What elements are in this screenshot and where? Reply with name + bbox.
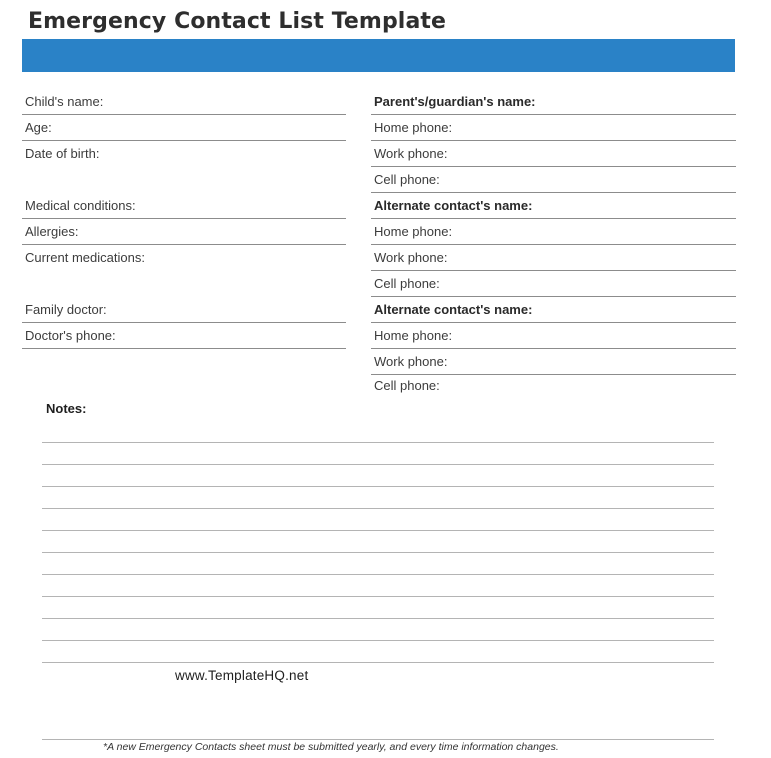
alternate-1-home-phone-field[interactable] xyxy=(371,219,736,245)
notes-line xyxy=(42,443,714,465)
parent-cell-phone-label: Cell phone: xyxy=(374,172,440,187)
website-link[interactable]: www.TemplateHQ.net xyxy=(175,668,309,683)
parent-cell-phone-field[interactable] xyxy=(371,167,736,193)
alternate-1-cell-phone-field[interactable] xyxy=(371,271,736,297)
notes-area[interactable] xyxy=(42,421,714,663)
notes-line xyxy=(42,619,714,641)
notes-line xyxy=(42,487,714,509)
alternate-2-work-phone-field[interactable] xyxy=(371,349,736,375)
notes-line xyxy=(42,641,714,663)
parent-guardian-name-field[interactable] xyxy=(371,89,736,115)
child-info-section xyxy=(22,89,346,349)
medical-conditions-label: Medical conditions: xyxy=(25,198,136,213)
page-title: Emergency Contact List Template xyxy=(28,9,447,34)
alternate-contact-2-name-label: Alternate contact's name: xyxy=(374,302,533,317)
age-field[interactable] xyxy=(22,115,346,141)
notes-line xyxy=(42,509,714,531)
parent-home-phone-field[interactable] xyxy=(371,115,736,141)
doctors-phone-label: Doctor's phone: xyxy=(25,328,116,343)
alternate-2-cell-phone-label: Cell phone: xyxy=(374,378,440,393)
alternate-2-work-phone-label: Work phone: xyxy=(374,354,448,369)
notes-line xyxy=(42,531,714,553)
notes-line xyxy=(42,421,714,443)
alternate-contact-1-name-field[interactable] xyxy=(371,193,736,219)
allergies-label: Allergies: xyxy=(25,224,79,239)
childs-name-field[interactable] xyxy=(22,89,346,115)
date-of-birth-label: Date of birth: xyxy=(25,146,100,161)
childs-name-label: Child's name: xyxy=(25,94,104,109)
alternate-contact-1-name-label: Alternate contact's name: xyxy=(374,198,533,213)
parent-work-phone-field[interactable] xyxy=(371,141,736,167)
parent-guardian-name-label: Parent's/guardian's name: xyxy=(374,94,536,109)
current-medications-label: Current medications: xyxy=(25,250,145,265)
alternate-contact-2-name-field[interactable] xyxy=(371,297,736,323)
alternate-2-home-phone-field[interactable] xyxy=(371,323,736,349)
date-of-birth-field[interactable] xyxy=(22,141,346,193)
footer-divider xyxy=(42,739,714,740)
notes-label: Notes: xyxy=(46,401,87,416)
alternate-2-home-phone-label: Home phone: xyxy=(374,328,453,343)
notes-line xyxy=(42,575,714,597)
header-banner xyxy=(22,39,735,72)
parent-work-phone-label: Work phone: xyxy=(374,146,448,161)
family-doctor-label: Family doctor: xyxy=(25,302,107,317)
parent-home-phone-label: Home phone: xyxy=(374,120,453,135)
age-label: Age: xyxy=(25,120,52,135)
current-medications-field[interactable] xyxy=(22,245,346,297)
allergies-field[interactable] xyxy=(22,219,346,245)
medical-conditions-field[interactable] xyxy=(22,193,346,219)
notes-line xyxy=(42,597,714,619)
doctors-phone-field[interactable] xyxy=(22,323,346,349)
alternate-1-home-phone-label: Home phone: xyxy=(374,224,453,239)
alternate-1-cell-phone-label: Cell phone: xyxy=(374,276,440,291)
alternate-1-work-phone-label: Work phone: xyxy=(374,250,448,265)
footnote: *A new Emergency Contacts sheet must be submitted yearly, and every time information changes. xyxy=(103,741,559,753)
notes-line xyxy=(42,465,714,487)
family-doctor-field[interactable] xyxy=(22,297,346,323)
notes-line xyxy=(42,553,714,575)
alternate-2-cell-phone-field[interactable] xyxy=(371,375,736,401)
contacts-section xyxy=(371,89,736,401)
alternate-1-work-phone-field[interactable] xyxy=(371,245,736,271)
